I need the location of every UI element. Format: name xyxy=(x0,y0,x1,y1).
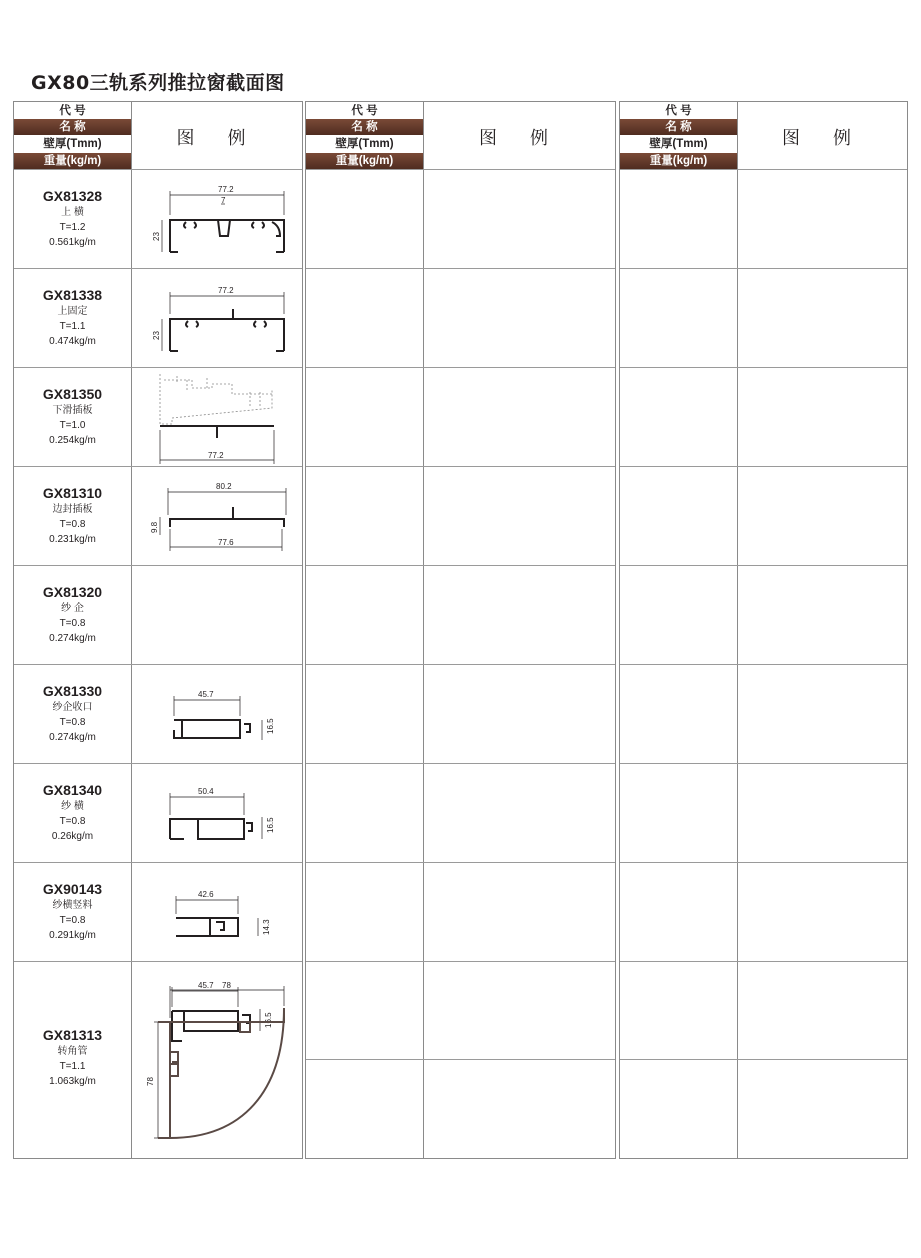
profile-name: 纱 横 xyxy=(61,801,84,812)
dim-slot: 7 xyxy=(221,196,226,205)
profile-info xyxy=(14,583,131,646)
dim-height: 16.5 xyxy=(266,718,275,734)
profile-weight: 1.063kg/m xyxy=(49,1076,96,1087)
profile-drawing xyxy=(132,467,304,565)
profile-name: 上固定 xyxy=(57,306,88,317)
profile-weight: 0.254kg/m xyxy=(49,435,96,446)
header-name: 名 称 xyxy=(14,119,131,135)
header-code: 代 号 xyxy=(306,103,423,119)
dim-height: 14.3 xyxy=(262,919,271,935)
profile-thickness: T=0.8 xyxy=(59,915,86,926)
header-figure: 图 例 xyxy=(176,128,260,148)
profile-drawing xyxy=(132,765,304,863)
profile-drawing xyxy=(132,666,304,764)
profile-panel-1 xyxy=(13,101,303,1159)
profile-code: GX81310 xyxy=(42,485,103,501)
profile-weight: 0.26kg/m xyxy=(51,831,94,842)
profile-drawing xyxy=(132,269,304,367)
dim-width: 45.7 xyxy=(198,690,214,699)
header-labels xyxy=(620,102,737,170)
header-name: 名 称 xyxy=(306,119,423,135)
dim-height: 23 xyxy=(152,232,161,241)
dim-width: 50.4 xyxy=(198,787,214,796)
dim-width: 77.2 xyxy=(218,286,234,295)
dim-width: 42.6 xyxy=(198,890,214,899)
profile-code: GX81350 xyxy=(42,386,103,402)
profile-code: GX81330 xyxy=(42,683,103,699)
profile-weight: 0.274kg/m xyxy=(49,633,96,644)
profile-weight: 0.274kg/m xyxy=(49,732,96,743)
header-weight: 重量(kg/m) xyxy=(306,153,423,169)
dim-width: 78 xyxy=(222,981,231,990)
profile-code: GX81338 xyxy=(42,287,103,303)
profile-panel-2 xyxy=(305,101,616,1159)
profile-drawing xyxy=(132,170,304,268)
dim-height: 78 xyxy=(146,1077,155,1086)
profile-weight: 0.474kg/m xyxy=(49,336,96,347)
profile-info xyxy=(14,682,131,745)
page-title: GX80三轨系列推拉窗截面图 xyxy=(31,72,285,94)
profile-panel-3 xyxy=(619,101,908,1159)
profile-info xyxy=(14,781,131,844)
profile-code: GX81328 xyxy=(42,188,103,204)
header-labels xyxy=(14,102,131,170)
header-code: 代 号 xyxy=(14,103,131,119)
profile-thickness: T=1.1 xyxy=(59,321,86,332)
profile-code: GX81313 xyxy=(42,1027,103,1043)
profile-name: 纱企收口 xyxy=(52,702,93,713)
dim-height: 16.5 xyxy=(266,817,275,833)
profile-name: 转角管 xyxy=(57,1046,88,1057)
profile-weight: 0.291kg/m xyxy=(49,930,96,941)
profile-drawing xyxy=(132,864,304,962)
profile-weight: 0.231kg/m xyxy=(49,534,96,545)
dim-height: 23 xyxy=(152,331,161,340)
dim-height: 16.5 xyxy=(264,1012,273,1028)
dim-width: 45.7 xyxy=(198,981,214,990)
profile-thickness: T=1.2 xyxy=(59,222,86,233)
profile-info xyxy=(14,187,131,250)
header-figure: 图 例 xyxy=(478,128,562,148)
dim-width: 77.2 xyxy=(218,185,234,194)
header-weight: 重量(kg/m) xyxy=(14,153,131,169)
profile-drawing xyxy=(132,368,304,466)
header-thickness: 壁厚(Tmm) xyxy=(306,136,423,152)
dim-bottom: 77.6 xyxy=(218,538,234,547)
header-thickness: 壁厚(Tmm) xyxy=(620,136,737,152)
dim-width: 80.2 xyxy=(216,482,232,491)
profile-code: GX81340 xyxy=(42,782,103,798)
header-weight: 重量(kg/m) xyxy=(620,153,737,169)
profile-code: GX81320 xyxy=(42,584,103,600)
profile-info xyxy=(14,286,131,349)
profile-thickness: T=0.8 xyxy=(59,816,86,827)
profile-name: 下滑插板 xyxy=(52,405,93,416)
profile-drawing xyxy=(132,962,304,1159)
profile-name: 边封插板 xyxy=(52,504,93,515)
profile-thickness: T=0.8 xyxy=(59,519,86,530)
profile-name: 上 横 xyxy=(61,207,84,218)
profile-thickness: T=0.8 xyxy=(59,618,86,629)
profile-info xyxy=(14,385,131,448)
header-code: 代 号 xyxy=(620,103,737,119)
profile-thickness: T=1.1 xyxy=(59,1061,86,1072)
header-thickness: 壁厚(Tmm) xyxy=(14,136,131,152)
header-labels xyxy=(306,102,423,170)
dim-width: 77.2 xyxy=(208,451,224,460)
profile-info xyxy=(14,880,131,943)
profile-thickness: T=0.8 xyxy=(59,717,86,728)
profile-code: GX90143 xyxy=(42,881,103,897)
profile-info xyxy=(14,484,131,547)
profile-info xyxy=(14,1026,131,1089)
header-figure: 图 例 xyxy=(781,128,865,148)
header-name: 名 称 xyxy=(620,119,737,135)
profile-thickness: T=1.0 xyxy=(59,420,86,431)
profile-name: 纱 企 xyxy=(61,603,84,614)
profile-weight: 0.561kg/m xyxy=(49,237,96,248)
dim-height: 9.8 xyxy=(150,521,159,533)
profile-name: 纱横竖料 xyxy=(52,900,93,911)
